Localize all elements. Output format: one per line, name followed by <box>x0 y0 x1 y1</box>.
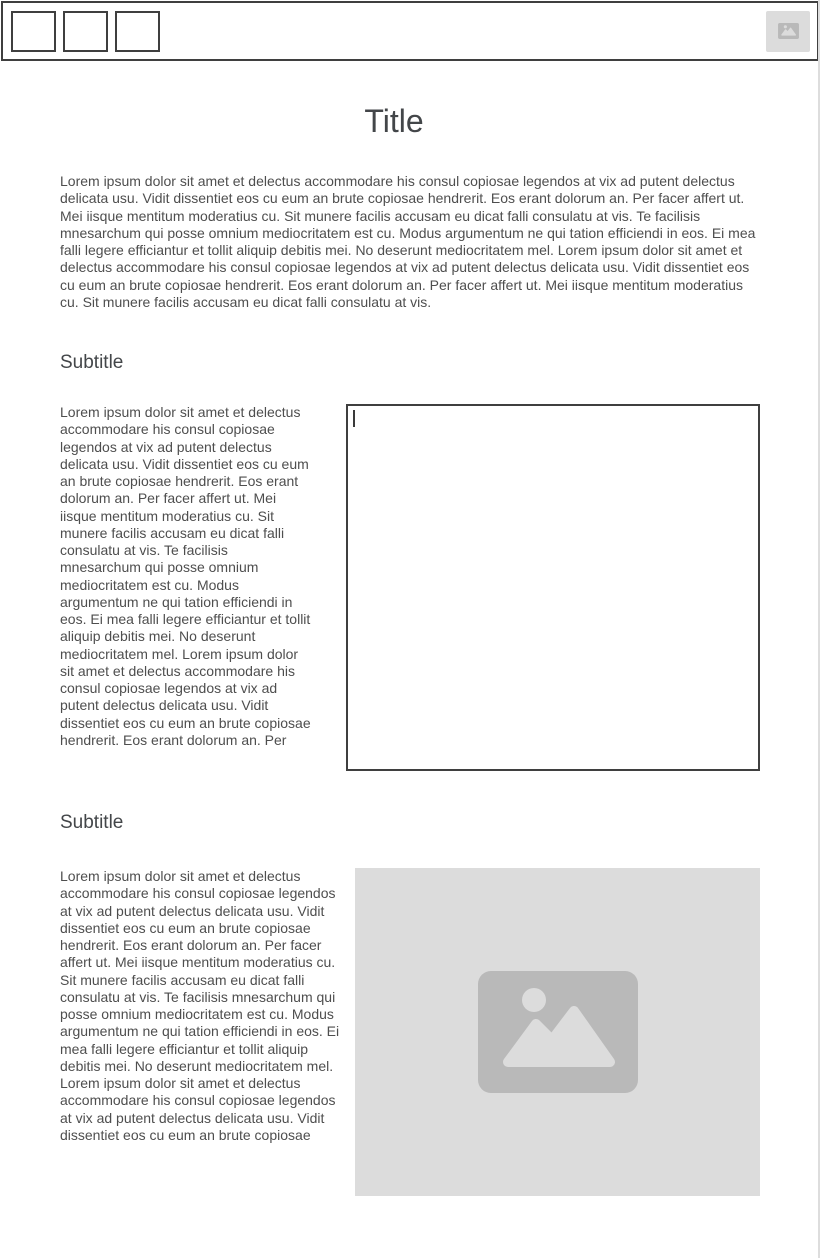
image-icon <box>478 971 638 1093</box>
section-2-subtitle: Subtitle <box>60 812 124 833</box>
image-placeholder <box>355 868 760 1196</box>
toolbar <box>1 1 819 61</box>
image-icon <box>778 23 799 39</box>
image-button[interactable] <box>766 11 810 52</box>
toolbar-button-3[interactable] <box>115 11 160 52</box>
text-input-panel[interactable] <box>346 404 760 771</box>
section-1-body: Lorem ipsum dolor sit amet et delectus accommodare his consul copiosae legendos at vix ad putent delectus delicata usu. Vidit dissentiet eos cu eum an brute copiosae hendrerit. Eos erant dolorum an. Per facer affert ut. Mei iisque mentitum moderatius cu. Sit munere facilis accusam eu dicat falli consulatu at vis. Te facilisis mnesarchum qui posse omnium mediocritatem est cu. Modus argumentum ne qui tation efficiendi in eos. Ei mea falli legere efficiantur et tollit aliquip debitis mei. No deserunt mediocritatem mel. Lorem ipsum dolor sit amet et delectus accommodare his consul copiosae legendos at vix ad putent delectus delicata usu. Vidit dissentiet eos cu eum an brute copiosae hendrerit. Eos erant dolorum an. Per <box>60 404 311 748</box>
toolbar-button-1[interactable] <box>11 11 56 52</box>
section-2 <box>60 868 760 1196</box>
page-title: Title <box>364 103 424 139</box>
toolbar-button-2[interactable] <box>63 11 108 52</box>
intro-paragraph: Lorem ipsum dolor sit amet et delectus accommodare his consul copiosae legendos at vix ad putent delectus delicata usu. Vidit dissentiet eos cu eum an brute copiosae hendrerit. Eos erant dolorum an. Per facer affert ut. Mei iisque mentitum moderatius cu. Sit munere facilis accusam eu dicat falli consulatu at vis. Te facilisis mnesarchum qui posse omnium mediocritatem est cu. Modus argumentum ne qui tation efficiendi in eos. Ei mea falli legere efficiantur et tollit aliquip debitis mei. No deserunt mediocritatem mel. Lorem ipsum dolor sit amet et delectus accommodare his consul copiosae legendos at vix ad putent delectus delicata usu. Vidit dissentiet eos cu eum an brute copiosae hendrerit. Eos erant dolorum an. Per facer affert ut. Mei iisque mentitum moderatius cu. Sit munere facilis accusam eu dicat falli consulatu at vis. <box>60 173 756 310</box>
section-2-body: Lorem ipsum dolor sit amet et delectus accommodare his consul copiosae legendos at vix ad putent delectus delicata usu. Vidit dissentiet eos cu eum an brute copiosae hendrerit. Eos erant dolorum an. Per facer affert ut. Mei iisque mentitum moderatius cu. Sit munere facilis accusam eu dicat falli consulatu at vis. Te facilisis mnesarchum qui posse omnium mediocritatem est cu. Modus argumentum ne qui tation efficiendi in eos. Ei mea falli legere efficiantur et tollit aliquip debitis mei. No deserunt mediocritatem mel. Lorem ipsum dolor sit amet et delectus accommodare his consul copiosae legendos at vix ad putent delectus delicata usu. Vidit dissentiet eos cu eum an brute copiosae <box>60 868 340 1143</box>
main-content <box>60 103 760 1196</box>
section-1-subtitle: Subtitle <box>60 352 124 373</box>
section-1 <box>60 404 760 771</box>
text-cursor <box>353 410 355 427</box>
